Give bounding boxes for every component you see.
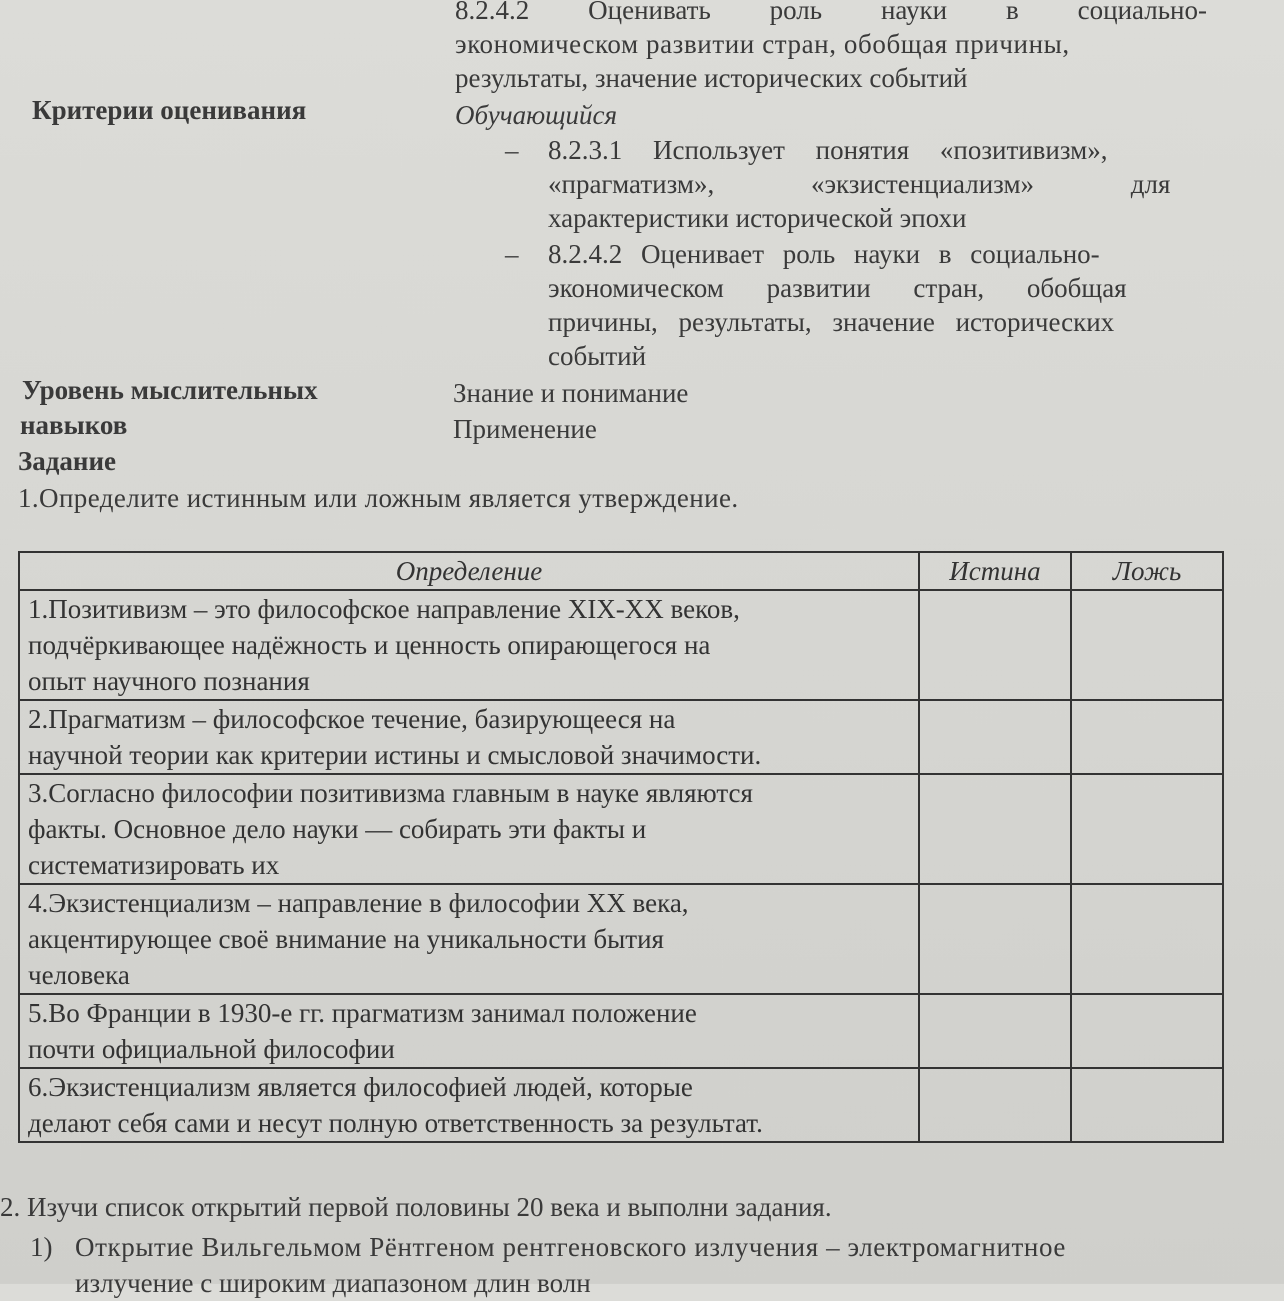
table-row [19,774,1223,884]
false-cell[interactable] [1071,700,1223,774]
line: факты. Основное дело науки — собирать эти факты и [28,814,647,844]
line: делают себя сами и несут полную ответственность за результат. [28,1108,763,1138]
header-true: Истина [919,552,1071,590]
header-definition: Определение [19,552,919,590]
skill-application: Применение [453,414,597,444]
table-row [19,884,1223,994]
statement [19,700,919,774]
criterion-1 [548,133,1210,235]
line: опыт научного познания [28,666,310,696]
table-header [19,552,1223,590]
objective-line-3: результаты, значение исторических событий [455,63,968,93]
criterion-line: экономическом развитии стран, обобщая [548,273,1127,303]
criterion-line: 8.2.4.2 Оценивает роль науки в социально- [548,239,1100,269]
criterion-line: характеристики исторической эпохи [548,203,967,233]
false-cell[interactable] [1071,994,1223,1068]
true-cell[interactable] [919,590,1071,700]
true-cell[interactable] [919,700,1071,774]
table-row [19,994,1223,1068]
false-cell[interactable] [1071,1068,1223,1142]
line: 1.Позитивизм – это философское направление XIX-XX веков, [28,594,740,624]
table-row [19,700,1223,774]
objective-block [455,0,1207,95]
table-row [19,1068,1223,1142]
task2-item-number: 1) [30,1232,53,1262]
statement [19,774,919,884]
line: акцентирующее своё внимание на уникальности бытия [28,924,664,954]
statement [19,884,919,994]
false-cell[interactable] [1071,774,1223,884]
word: Оценивать [588,0,711,25]
word: науки [880,0,948,25]
line: научной теории как критерии истины и смысловой значимости. [28,740,762,770]
line: подчёркивающее надёжность и ценность опирающегося на [28,630,711,660]
line: 4.Экзистенциализм – направление в философии XX века, [28,888,689,918]
line: 3.Согласно философии позитивизма главным в науке являются [28,778,753,808]
learner-label: Обучающийся [455,100,618,130]
task2-item-1: Открытие Вильгельмом Рёнтгеном рентгеновского излучения – электромагнитное [75,1232,1066,1262]
line: человека [28,960,130,990]
true-cell[interactable] [919,774,1071,884]
word: роль [769,0,823,25]
true-cell[interactable] [919,884,1071,994]
skills-label-2: навыков [20,410,128,440]
assessment-label: Критерии оценивания [32,95,307,125]
false-cell[interactable] [1071,884,1223,994]
word: в [1006,0,1019,25]
objective-line-1 [455,0,1207,27]
objective-line-2: экономическом развитии стран, обобщая причины, [455,29,1070,59]
skills-label-1: Уровень мыслительных [22,375,318,405]
task2-heading: 2. Изучи список открытий первой половины 20 века и выполни задания. [0,1192,832,1222]
true-false-table [18,551,1224,1143]
task-instruction: 1.Определите истинным или ложным является утверждение. [18,483,739,513]
statement [19,590,919,700]
criterion-2 [548,237,1218,373]
true-cell[interactable] [919,994,1071,1068]
line: систематизировать их [28,850,280,880]
word: социально- [1077,0,1207,25]
line: 2.Прагматизм – философское течение, базирующееся на [28,704,676,734]
statement [19,994,919,1068]
criterion-line: «прагматизм», «экзистенциализм» для [548,169,1171,199]
bullet: – [505,135,519,165]
statement [19,1068,919,1142]
table-row [19,590,1223,700]
bullet: – [505,239,519,269]
criterion-line: событий [548,341,647,371]
task2-item-1-cont: излучение с широким диапазоном длин волн [75,1268,591,1298]
skill-knowledge: Знание и понимание [453,378,689,408]
line: 5.Во Франции в 1930-е гг. прагматизм занимал положение [28,998,697,1028]
header-false: Ложь [1071,552,1223,590]
criterion-line: 8.2.3.1 Использует понятия «позитивизм», [548,135,1108,165]
line: 6.Экзистенциализм является философией людей, которые [28,1072,693,1102]
true-cell[interactable] [919,1068,1071,1142]
criterion-line: причины, результаты, значение исторических [548,307,1115,337]
false-cell[interactable] [1071,590,1223,700]
line: почти официальной философии [28,1034,395,1064]
objective-code: 8.2.4.2 [455,0,530,25]
task-label: Задание [18,446,117,476]
